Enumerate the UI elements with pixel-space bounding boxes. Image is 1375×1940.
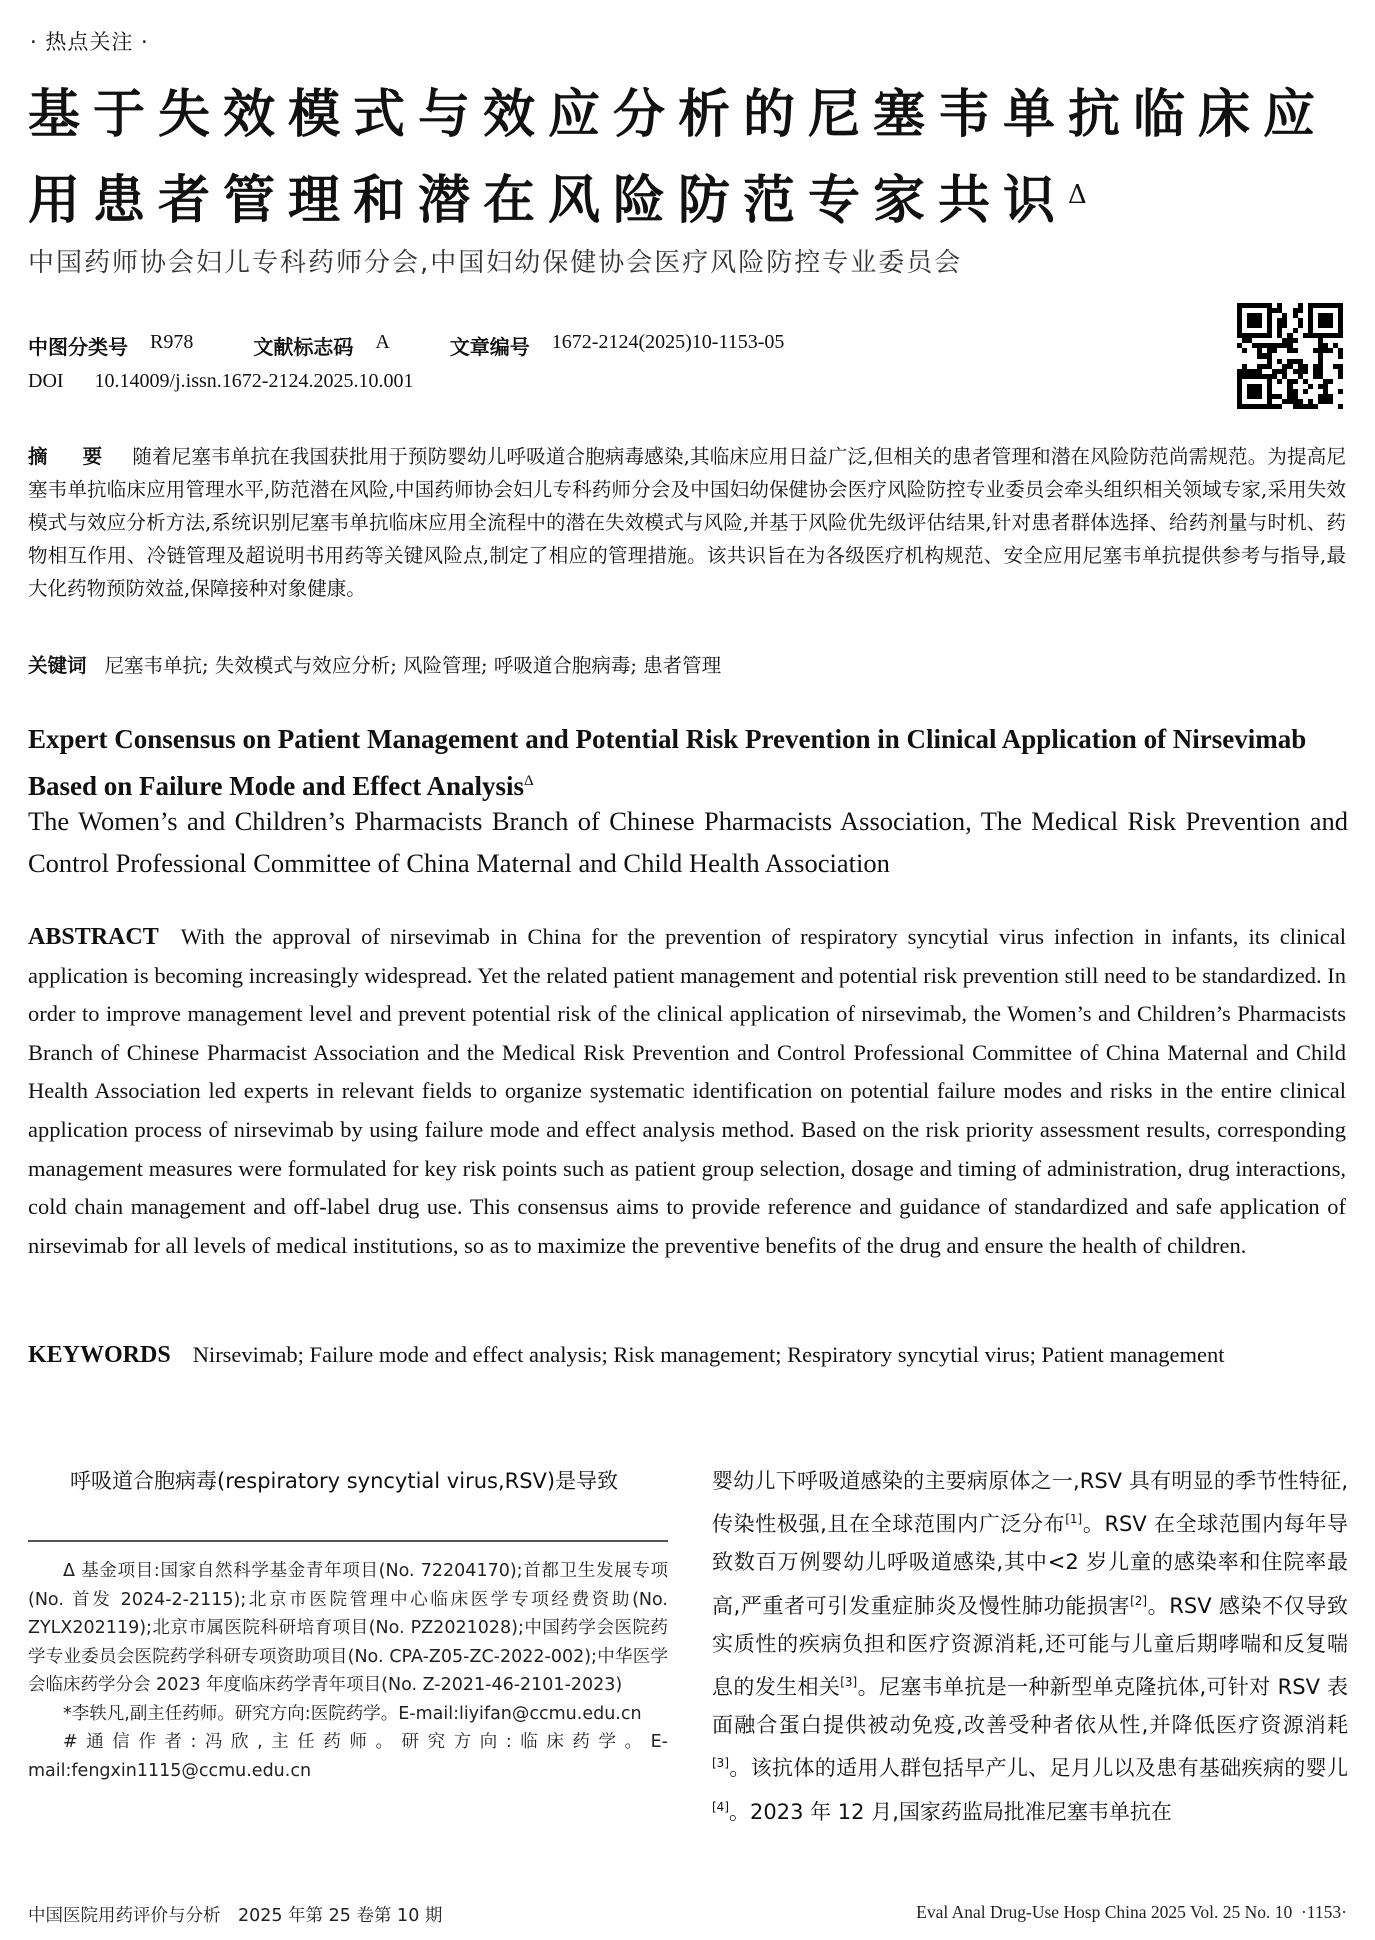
body-text: 。尼塞韦单抗是一种新型单克隆抗体,可针对 RSV 表面融合蛋白提供被动免疫,改善受种者依从性,并降低医疗资源消耗	[712, 1675, 1349, 1738]
clc-value: R978	[150, 331, 194, 353]
footer-journal-en-text: Eval Anal Drug-Use Hosp China 2025 Vol. 25 No. 10	[916, 1902, 1293, 1922]
body-intro-left: 呼吸道合胞病毒(respiratory syncytial virus,RSV)是导致	[70, 1469, 619, 1493]
keywords-en-text: Nirsevimab; Failure mode and effect analysis; Risk management; Respiratory syncytial virus; Patient management	[192, 1342, 1225, 1367]
body-text: 。RSV 感染不仅导致实质性的疾病负担和医疗资源消耗,还可能与儿童后期哮喘和反复喘息的发生相关	[712, 1593, 1348, 1700]
article-no-label: 文章编号	[449, 335, 530, 359]
abstract-en	[28, 918, 1346, 1265]
footer-journal-en	[916, 1902, 1347, 1923]
body-intro-right	[712, 1462, 1348, 1831]
keywords-en-label: KEYWORDS	[28, 1342, 171, 1368]
keywords-cn-label: 关键词	[28, 654, 87, 677]
citation-ref[interactable]: [3]	[840, 1675, 858, 1690]
citation-ref[interactable]: [3]	[712, 1756, 729, 1771]
qr-module	[1338, 404, 1343, 409]
doc-code-value: A	[375, 331, 390, 353]
authors-en: The Women’s and Children’s Pharmacists Branch of Chinese Pharmacists Association, The Medical Risk Prevention and Control Professional Committee of China Maternal and Child Health Association	[28, 806, 1348, 878]
footnote-first-author: *李轶凡,副主任药师。研究方向:医院药学。E-mail:liyifan@ccmu.edu.cn	[63, 1703, 642, 1724]
article-no-value: 1672-2124(2025)10-1153-05	[551, 331, 785, 353]
doi-row	[28, 370, 413, 393]
authors-cn: 中国药师协会妇儿专科药师分会,中国妇幼保健协会医疗风险防控专业委员会	[28, 248, 963, 278]
footnote-corresponding-author: #通信作者:冯欣,主任药师。研究方向:临床药学。E-mail:fengxin1115@ccmu.edu.cn	[28, 1732, 668, 1781]
keywords-cn	[28, 650, 1346, 682]
abstract-en-text: With the approval of nirsevimab in China for the prevention of respiratory syncytial virus infection in infants, its clinical application is becoming increasingly widespread. Yet the related patient management and potential risk prevention still need to be standardized. In order to improve management level and prevent potential risk of the clinical application of nirsevimab, the Women’s and Children’s Pharmacists Branch of Chinese Pharmacist Association and the Medical Risk Prevention and Control Professional Committee of China Maternal and Child Health Association led experts in relevant fields to organize systematic identification on potential failure modes and risks in the entire clinical application process of nirsevimab by using failure mode and effect analysis method. Based on the risk priority assessment results, corresponding management measures were formulated for key risk points such as patient group selection, dosage and timing of administration, drug interactions, cold chain management and off-label drug use. This consensus aims to provide reference and guidance of standardized and safe application of nirsevimab for all levels of medical institutions, so as to maximize the preventive benefits of the drug and ensure the health of children.	[28, 924, 1346, 1258]
page-number: ·1153·	[1300, 1902, 1347, 1922]
keywords-cn-text: 尼塞韦单抗; 失效模式与效应分析; 风险管理; 呼吸道合胞病毒; 患者管理	[104, 654, 722, 677]
body-text: 婴幼儿下呼吸道感染的主要病原体之一,RSV 具有明显的季节性特征,传染性极强,且在全球范围内广泛分布	[712, 1469, 1348, 1537]
body-text: 。RSV 在全球范围内每年导致数百万例婴幼儿呼吸道感染,其中<2 岁儿童的感染率和住院率最高,严重者可引发重症肺炎及慢性肺功能损害	[712, 1512, 1348, 1618]
abstract-en-label: ABSTRACT	[28, 924, 159, 950]
footer-journal-cn: 中国医院用药评价与分析 2025 年第 25 卷第 10 期	[28, 1906, 443, 1926]
qr-code-icon[interactable]	[1237, 303, 1343, 409]
footnote-divider	[28, 1540, 668, 1542]
footnote-funding: Δ 基金项目:国家自然科学基金青年项目(No. 72204170);首都卫生发展专项(No. 首发 2024-2-2115);北京市医院管理中心临床医学专项经费资助(No. ZYLX202119);北京市属医院科研培育项目(No. PZ2021028);中国药学会医院药学专业委员会医院药学科研专项资助项目(No. CPA-Z05-ZC-2022-002);中华医学会临床药学分会 2023 年度临床药学青年项目(No. Z-2021-46-2101-2023)	[28, 1561, 668, 1695]
citation-ref[interactable]: [1]	[1065, 1512, 1083, 1527]
citation-ref[interactable]: [4]	[712, 1799, 729, 1814]
funding-mark-en: Δ	[524, 773, 534, 789]
clc-label: 中图分类号	[28, 335, 128, 359]
abstract-cn	[28, 440, 1346, 605]
title-en	[28, 718, 1348, 807]
title-en-text: Expert Consensus on Patient Management and Potential Risk Prevention in Clinical Application of Nirsevimab Based on Failure Mode and Effect Analysis	[28, 724, 1307, 801]
citation-ref[interactable]: [2]	[1130, 1593, 1148, 1608]
keywords-en	[28, 1336, 1346, 1375]
column-tag: · 热点关注 ·	[30, 30, 149, 54]
abstract-cn-text: 随着尼塞韦单抗在我国获批用于预防婴幼儿呼吸道合胞病毒感染,其临床应用日益广泛,但相关的患者管理和潜在风险防范尚需规范。为提高尼塞韦单抗临床应用管理水平,防范潜在风险,中国药师协会妇儿专科药师分会及中国妇幼保健协会医疗风险防控专业委员会牵头组织相关领域专家,采用失效模式与效应分析方法,系统识别尼塞韦单抗临床应用全流程中的潜在失效模式与风险,并基于风险优先级评估结果,针对患者群体选择、给药剂量与时机、药物相互作用、冷链管理及超说明书用药等关键风险点,制定了相应的管理措施。该共识旨在为各级医疗机构规范、安全应用尼塞韦单抗提供参考与指导,最大化药物预防效益,保障接种对象健康。	[28, 445, 1346, 600]
title-cn	[28, 72, 1348, 244]
body-text: 。2023 年 12 月,国家药监局批准尼塞韦单抗在	[729, 1799, 1172, 1824]
doi-label: DOI	[28, 370, 64, 392]
doi-value[interactable]: 10.14009/j.issn.1672-2124.2025.10.001	[94, 370, 414, 392]
title-cn-text: 基于失效模式与效应分析的尼塞韦单抗临床应用患者管理和潜在风险防范专家共识	[28, 84, 1329, 231]
doc-code-label: 文献标志码	[253, 335, 354, 359]
footnotes	[28, 1557, 668, 1785]
abstract-cn-label: 摘 要	[28, 445, 117, 468]
body-text: 。该抗体的适用人群包括早产儿、足月儿以及患有基础疾病的婴儿	[729, 1756, 1348, 1781]
article-meta	[28, 331, 844, 360]
funding-mark: Δ	[1068, 180, 1100, 210]
